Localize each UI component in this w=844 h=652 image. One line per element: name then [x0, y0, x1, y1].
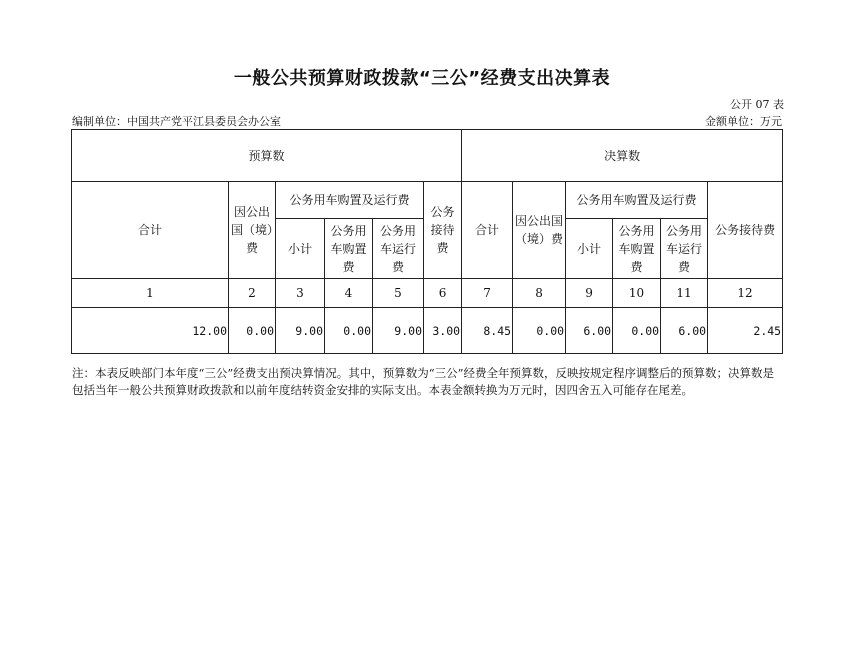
col-number: 5 [373, 279, 424, 308]
col-number: 11 [661, 279, 708, 308]
final-subtotal-header: 小计 [566, 219, 613, 279]
final-vehicle-header: 公务用车购置及运行费 [566, 182, 708, 219]
budget-vehicle-operation-value: 9.00 [373, 308, 424, 354]
budget-abroad-header: 因公出国（境）费 [229, 182, 276, 279]
budget-vehicle-header: 公务用车购置及运行费 [276, 182, 424, 219]
final-vehicle-subtotal-value: 6.00 [566, 308, 613, 354]
col-number: 1 [72, 279, 229, 308]
col-number: 3 [276, 279, 325, 308]
col-number: 12 [708, 279, 783, 308]
col-number: 8 [513, 279, 566, 308]
org-unit: 编制单位：中国共产党平江县委员会办公室 [72, 115, 281, 128]
expense-table [71, 129, 783, 354]
column-number-row [72, 279, 783, 308]
footnote: 注：本表反映部门本年度“三公”经费支出预决算情况。其中，预算数为“三公”经费全年预算数，反映按规定程序调整后的预算数；决算数是包括当年一般公共预算财政拨款和以前年度结转资金安排的实际支出。本表金额转换为万元时，因四舍五入可能存在尾差。 [72, 366, 775, 397]
final-abroad-value: 0.00 [513, 308, 566, 354]
budget-vehicle-purchase-header: 公务用车购置费 [325, 219, 373, 279]
final-reception-value: 2.45 [708, 308, 783, 354]
budget-header: 预算数 [72, 130, 462, 182]
budget-vehicle-subtotal-value: 9.00 [276, 308, 325, 354]
page-title: 一般公共预算财政拨款“三公”经费支出决算表 [233, 68, 611, 89]
col-number: 2 [229, 279, 276, 308]
value-row [72, 308, 783, 354]
budget-vehicle-operation-header: 公务用车运行费 [373, 219, 424, 279]
budget-subtotal-header: 小计 [276, 219, 325, 279]
budget-vehicle-purchase-value: 0.00 [325, 308, 373, 354]
final-abroad-header: 因公出国（境）费 [513, 182, 566, 279]
final-total-header: 合计 [462, 182, 513, 279]
final-total-value: 8.45 [462, 308, 513, 354]
col-number: 9 [566, 279, 613, 308]
amount-unit: 金额单位：万元 [705, 115, 782, 128]
final-vehicle-purchase-header: 公务用车购置费 [613, 219, 661, 279]
col-number: 6 [424, 279, 462, 308]
budget-abroad-value: 0.00 [229, 308, 276, 354]
col-number: 10 [613, 279, 661, 308]
budget-reception-header: 公务接待费 [424, 182, 462, 279]
budget-reception-value: 3.00 [424, 308, 462, 354]
final-vehicle-operation-header: 公务用车运行费 [661, 219, 708, 279]
final-reception-header: 公务接待费 [708, 182, 783, 279]
budget-total-header: 合计 [72, 182, 229, 279]
final-vehicle-operation-value: 6.00 [661, 308, 708, 354]
col-number: 4 [325, 279, 373, 308]
final-header: 决算数 [462, 130, 783, 182]
final-vehicle-purchase-value: 0.00 [613, 308, 661, 354]
col-number: 7 [462, 279, 513, 308]
budget-total-value: 12.00 [72, 308, 229, 354]
table-code: 公开 07 表 [730, 98, 784, 111]
